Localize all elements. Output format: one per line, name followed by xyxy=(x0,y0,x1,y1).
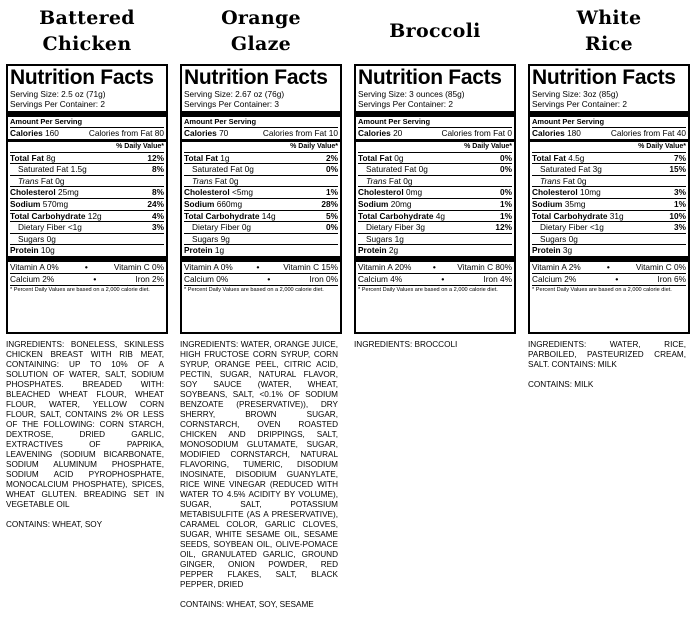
calories-row: Calories 180 Calories from Fat 40 xyxy=(532,128,686,138)
cholesterol-row: Cholesterol 0mg 0% xyxy=(358,187,512,198)
ingredients-text: INGREDIENTS: WATER, RICE, PARBOILED, PASTEURIZED CREAM, SALT. CONTAINS: MILK xyxy=(528,340,686,369)
allergen-contains-text: CONTAINS: MILK xyxy=(528,380,594,389)
ingredients-text: INGREDIENTS: BONELESS, SKINLESS CHICKEN BREAST WITH RIB MEAT, CONTAINING: UP TO 10% OF A SOLUTION OF WATER, SALT, SODIUM PHOSPHATES. BREADED WITH: BLEACHED WHEAT FLOUR, WHEAT FLOUR, WATER, YELLOW CORN FLOUR, SALT, CONTAINS 2% OR LESS OF THE FOLLOWING: CORN STARCH, DEXTROSE, DRIED GARLIC, EXTRACTIVES OF PAPRIKA, LEAVENING (SODIUM BICARBONATE, SODIUM ALUMINUM PHOSPHATE, SODIUM ACID PYROPHOSPHATE, MONOCALCIUM PHOSPHATE), SPICES, WHEAT GLUTEN. BREADING SET IN VEGETABLE OIL xyxy=(6,340,164,509)
product-column-3 xyxy=(354,0,516,349)
dietary-fiber-row: Dietary Fiber 3g 12% xyxy=(358,221,512,233)
ingredients-block xyxy=(6,340,164,540)
total-carbohydrate-row: Total Carbohydrate 12g 4% xyxy=(10,210,164,221)
daily-value-header: % Daily Value* xyxy=(638,142,686,150)
trans-fat-row: Trans Fat 0g xyxy=(358,175,512,187)
nutrition-facts-heading: Nutrition Facts xyxy=(532,66,676,89)
ingredients-block xyxy=(180,340,338,620)
vitamin-row: Vitamin A 0% • Vitamin C 0% xyxy=(10,261,164,272)
saturated-fat-row: Saturated Fat 3g 15% xyxy=(532,163,686,175)
protein-row: Protein 1g xyxy=(184,244,338,256)
mineral-row: Calcium 2% • Iron 2% xyxy=(10,273,164,284)
bullet-separator: • xyxy=(267,273,271,284)
nutrition-facts-panel xyxy=(354,64,516,334)
daily-value-footnote: * Percent Daily Values are based on a 2,000 calorie diet. xyxy=(10,285,164,294)
daily-value-header: % Daily Value* xyxy=(290,142,338,150)
nutrition-facts-panel xyxy=(528,64,690,334)
mineral-row: Calcium 2% • Iron 6% xyxy=(532,273,686,284)
amount-per-serving: Amount Per Serving xyxy=(184,117,257,126)
trans-fat-row: Trans Fat 0g xyxy=(10,175,164,187)
cholesterol-row: Cholesterol 25mg 8% xyxy=(10,187,164,198)
calories-row: Calories 70 Calories from Fat 10 xyxy=(184,128,338,138)
calories-row: Calories 160 Calories from Fat 80 xyxy=(10,128,164,138)
daily-value-footnote: * Percent Daily Values are based on a 2,000 calorie diet. xyxy=(184,285,338,294)
sodium-row: Sodium 660mg 28% xyxy=(184,198,338,209)
servings-per-container: Servings Per Container: 3 xyxy=(184,99,280,109)
sodium-row: Sodium 20mg 1% xyxy=(358,198,512,209)
sugars-row: Sugars 1g xyxy=(358,233,512,245)
bullet-separator: • xyxy=(84,261,88,272)
serving-size: Serving Size: 3oz (85g) xyxy=(532,89,619,99)
cholesterol-row: Cholesterol <5mg 1% xyxy=(184,187,338,198)
total-carbohydrate-row: Total Carbohydrate 14g 5% xyxy=(184,210,338,221)
serving-size: Serving Size: 3 ounces (85g) xyxy=(358,89,465,99)
sugars-row: Sugars 0g xyxy=(532,233,686,245)
trans-fat-row: Trans Fat 0g xyxy=(532,175,686,187)
product-column-2 xyxy=(180,0,342,609)
serving-size: Serving Size: 2.5 oz (71g) xyxy=(10,89,106,99)
daily-value-header: % Daily Value* xyxy=(464,142,512,150)
product-title: White Rice xyxy=(576,7,642,55)
ingredients-text: INGREDIENTS: BROCCOLI xyxy=(354,340,458,349)
amount-per-serving: Amount Per Serving xyxy=(532,117,605,126)
vitamin-row: Vitamin A 0% • Vitamin C 15% xyxy=(184,261,338,272)
ingredients-block xyxy=(354,340,512,360)
sugars-row: Sugars 9g xyxy=(184,233,338,245)
total-carbohydrate-row: Total Carbohydrate 4g 1% xyxy=(358,210,512,221)
saturated-fat-row: Saturated Fat 0g 0% xyxy=(358,163,512,175)
calories-row: Calories 20 Calories from Fat 0 xyxy=(358,128,512,138)
saturated-fat-row: Saturated Fat 1.5g 8% xyxy=(10,163,164,175)
mineral-row: Calcium 0% • Iron 0% xyxy=(184,273,338,284)
daily-value-header: % Daily Value* xyxy=(116,142,164,150)
amount-per-serving: Amount Per Serving xyxy=(358,117,431,126)
mineral-row: Calcium 4% • Iron 4% xyxy=(358,273,512,284)
product-column-1 xyxy=(6,0,168,529)
ingredients-block xyxy=(528,340,686,400)
vitamin-row: Vitamin A 2% • Vitamin C 0% xyxy=(532,261,686,272)
total-fat-row: Total Fat 0g 0% xyxy=(358,152,512,163)
protein-row: Protein 2g xyxy=(358,244,512,256)
product-title: Orange Glaze xyxy=(221,7,301,55)
servings-per-container: Servings Per Container: 2 xyxy=(358,99,454,109)
daily-value-footnote: * Percent Daily Values are based on a 2,000 calorie diet. xyxy=(358,285,512,294)
amount-per-serving: Amount Per Serving xyxy=(10,117,83,126)
bullet-separator: • xyxy=(256,261,260,272)
nutrition-facts-heading: Nutrition Facts xyxy=(358,66,502,89)
bullet-separator: • xyxy=(441,273,445,284)
servings-per-container: Servings Per Container: 2 xyxy=(532,99,628,109)
protein-row: Protein 10g xyxy=(10,244,164,256)
daily-value-footnote: * Percent Daily Values are based on a 2,000 calorie diet. xyxy=(532,285,686,294)
saturated-fat-row: Saturated Fat 0g 0% xyxy=(184,163,338,175)
nutrition-facts-panel xyxy=(180,64,342,334)
bullet-separator: • xyxy=(432,261,436,272)
total-fat-row: Total Fat 4.5g 7% xyxy=(532,152,686,163)
bullet-separator: • xyxy=(615,273,619,284)
trans-fat-row: Trans Fat 0g xyxy=(184,175,338,187)
bullet-separator: • xyxy=(93,273,97,284)
nutrition-facts-heading: Nutrition Facts xyxy=(184,66,328,89)
vitamin-row: Vitamin A 20% • Vitamin C 80% xyxy=(358,261,512,272)
ingredients-text: INGREDIENTS: WATER, ORANGE JUICE, HIGH FRUCTOSE CORN SYRUP, CORN SYRUP, ORANGE PEEL, CITRIC ACID, PECTIN, SUGAR, NATURAL FLAVOR, SOY SAUCE (WATER, WHEAT, SOYBEANS, SALT, <0.1% OF SODIUM BENZOATE (PRESERVATIVE)), DRY SHERRY, BROWN SUGAR, CORNSTARCH, OVEN ROASTED CHICKEN AND DRIPPINGS, SALT, MONOSODIUM GLUTAMATE, SUGAR, MODIFIED CORNSTARCH, NATURAL FLAVORING, TUMERIC, DISODIUM INOSINATE, DISODIUM GUANYLATE, RICE WINE VINEGAR (REDUCED WITH WATER TO 4.5% ACIDITY BY VOLUME), SUGAR, SALT, POTASSIUM METABISULFITE (AS A PRESERVATIVE), CARAMEL COLOR, GARLIC CLOVES, SUGAR, WHITE SESAME OIL, SESAME SEEDS, SOYBEAN OIL, OLIVE-POMACE OIL, GRANULATED GARLIC, GROUND GINGER, ONION POWDER, RED PEPPER FLAKES, SALT, BLACK PEPPER, DRIED xyxy=(180,340,338,589)
total-fat-row: Total Fat 1g 2% xyxy=(184,152,338,163)
sodium-row: Sodium 570mg 24% xyxy=(10,198,164,209)
allergen-contains-text: CONTAINS: WHEAT, SOY, SESAME xyxy=(180,600,314,609)
nutrition-facts-panel xyxy=(6,64,168,334)
product-column-4 xyxy=(528,0,690,389)
protein-row: Protein 3g xyxy=(532,244,686,256)
sodium-row: Sodium 35mg 1% xyxy=(532,198,686,209)
allergen-contains-text: CONTAINS: WHEAT, SOY xyxy=(6,520,103,529)
dietary-fiber-row: Dietary Fiber 0g 0% xyxy=(184,221,338,233)
nutrition-facts-heading: Nutrition Facts xyxy=(10,66,154,89)
cholesterol-row: Cholesterol 10mg 3% xyxy=(532,187,686,198)
dietary-fiber-row: Dietary Fiber <1g 3% xyxy=(10,221,164,233)
servings-per-container: Servings Per Container: 2 xyxy=(10,99,106,109)
bullet-separator: • xyxy=(606,261,610,272)
dietary-fiber-row: Dietary Fiber <1g 3% xyxy=(532,221,686,233)
total-fat-row: Total Fat 8g 12% xyxy=(10,152,164,163)
sugars-row: Sugars 0g xyxy=(10,233,164,245)
product-title: Battered Chicken xyxy=(39,7,135,55)
serving-size: Serving Size: 2.67 oz (76g) xyxy=(184,89,285,99)
product-title: Broccoli xyxy=(389,20,481,42)
total-carbohydrate-row: Total Carbohydrate 31g 10% xyxy=(532,210,686,221)
